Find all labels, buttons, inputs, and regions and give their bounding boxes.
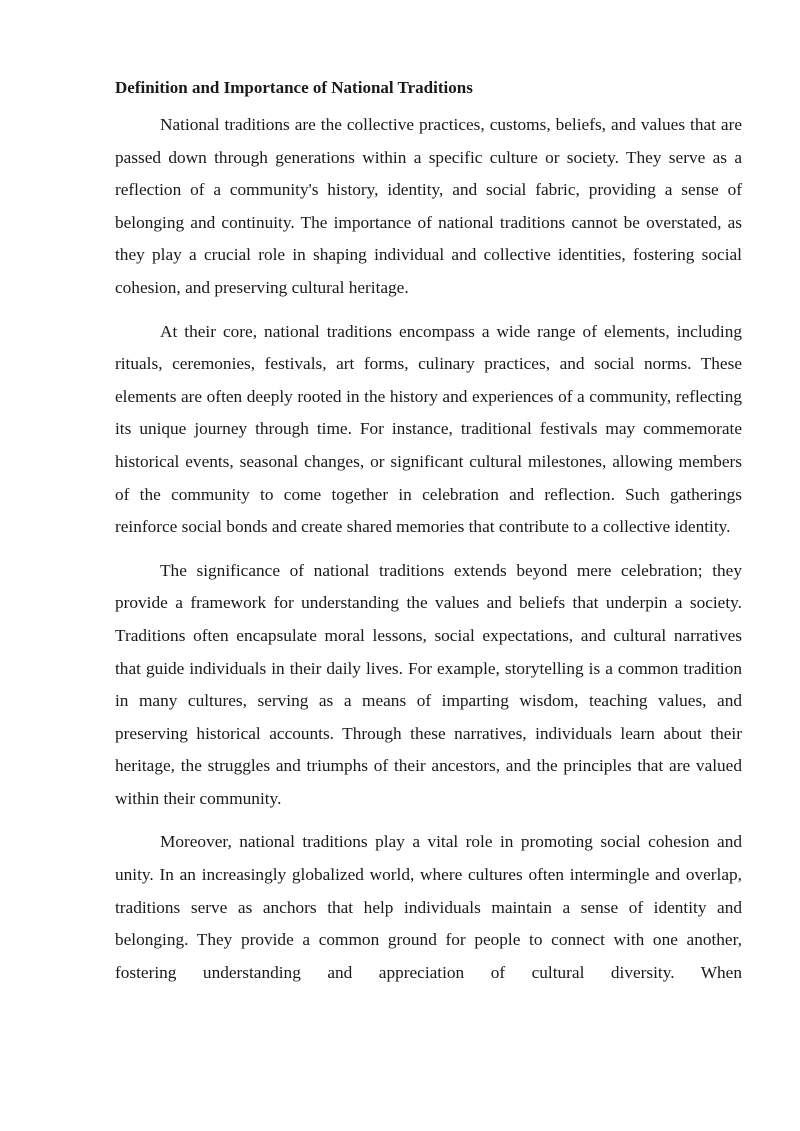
section-heading: Definition and Importance of National Traditions <box>115 78 473 97</box>
paragraph-3: The significance of national traditions extends beyond mere celebration; they provide a framework for understanding the values and beliefs that underpin a society. Traditions often encapsulate moral lessons, social expectations, and cultural narratives that guide individuals in their daily lives. For example, storytelling is a common tradition in many cultures, serving as a means of imparting wisdom, teaching values, and preserving historical accounts. Through these narratives, individuals learn about their heritage, the struggles and triumphs of their ancestors, and the principles that are valued within their community. <box>115 560 742 808</box>
paragraph-1: National traditions are the collective practices, customs, beliefs, and values that are passed down through generations within a specific culture or society. They serve as a reflection of a community's history, identity, and social fabric, providing a sense of belonging and continuity. The importance of national traditions cannot be overstated, as they play a crucial role in shaping individual and collective identities, fostering social cohesion, and preserving cultural heritage. <box>115 115 742 297</box>
document-body <box>115 76 742 1000</box>
paragraph-2: At their core, national traditions encompass a wide range of elements, including rituals, ceremonies, festivals, art forms, culinary practices, and social norms. These elements are often deeply rooted in the history and experiences of a community, reflecting its unique journey through time. For instance, traditional festivals may commemorate historical events, seasonal changes, or significant cultural milestones, allowing members of the community to come together in celebration and reflection. Such gatherings reinforce social bonds and create shared memories that contribute to a collective identity. <box>115 321 742 537</box>
paragraph-4: Moreover, national traditions play a vital role in promoting social cohesion and unity. In an increasingly globalized world, where cultures often intermingle and overlap, traditions serve as anchors that help individuals maintain a sense of identity and belonging. They provide a common ground for people to connect with one another, fostering understanding and appreciation of cultural diversity. When <box>115 832 742 982</box>
